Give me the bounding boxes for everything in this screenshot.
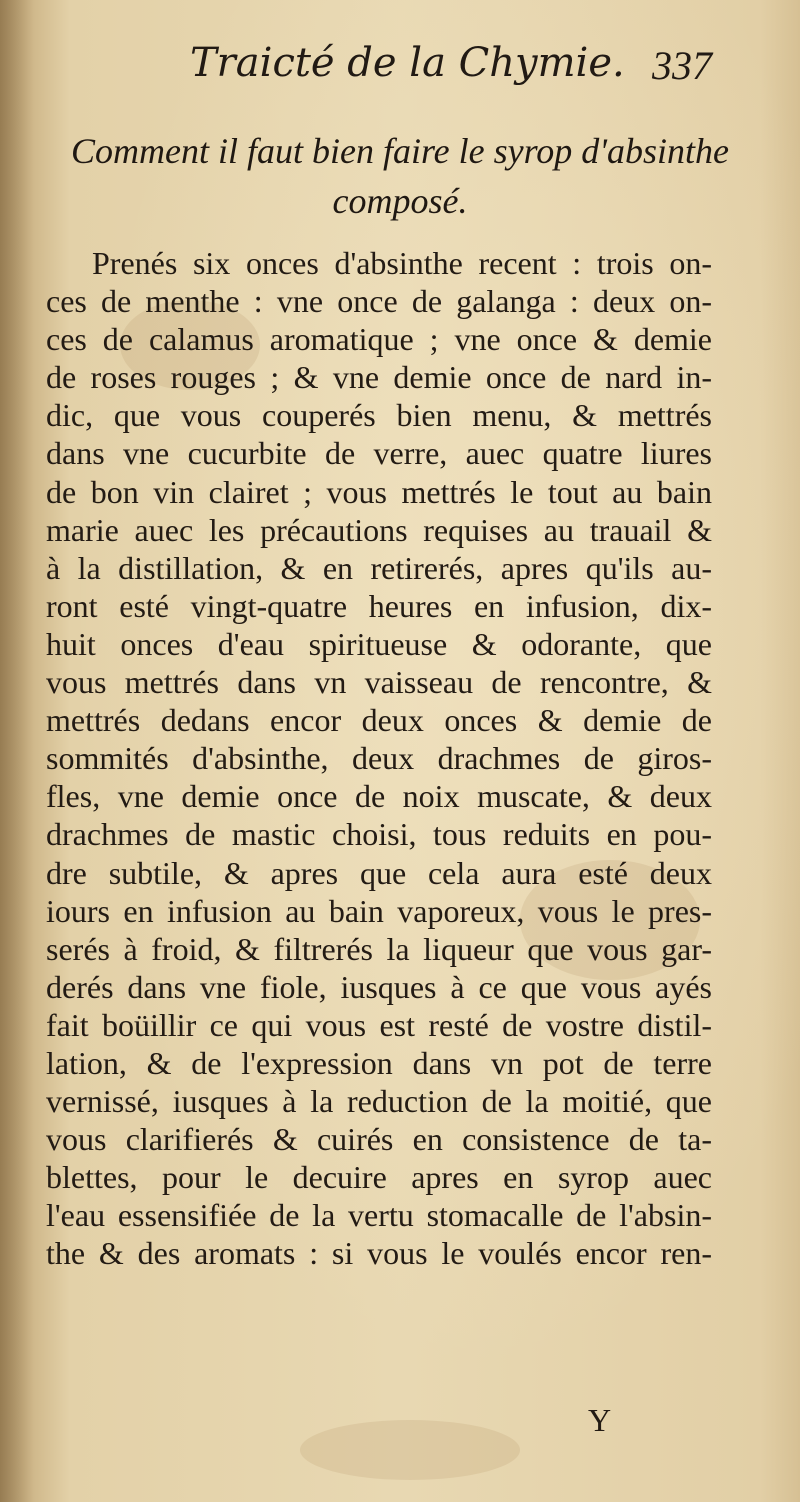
body-text (46, 244, 712, 1273)
gutter-shadow (0, 0, 34, 1502)
page-number: 337 (652, 43, 712, 88)
text-line: serés à froid, & filtrerés la liqueur que vous gar- (46, 930, 712, 967)
text-line: dans vne cucurbite de verre, auec quatre liures (46, 435, 712, 472)
text-line: iours en infusion au bain vaporeux, vous le pres- (46, 892, 712, 929)
text-line: Prenés six onces d'absinthe recent : trois on- (92, 245, 712, 281)
text-line: sommités d'absinthe, deux drachmes de giros- (46, 740, 712, 777)
text-line: l'eau essensifiée de la vertu stomacalle de l'absin- (46, 1197, 712, 1234)
running-head (0, 40, 800, 110)
chapter-title (40, 126, 760, 226)
text-line: lation, & de l'expression dans vn pot de terre (46, 1044, 712, 1081)
text-line: dic, que vous couperés bien menu, & mettrés (46, 397, 712, 434)
text-line: ces de menthe : vne once de galanga : deux on- (46, 283, 712, 320)
text-line: ces de calamus aromatique ; vne once & demie (46, 321, 712, 358)
text-line: de roses rouges ; & vne demie once de nard in- (46, 359, 712, 396)
text-line: mettrés dedans encor deux onces & demie de (46, 702, 712, 739)
text-line: dre subtile, & apres que cela aura esté deux (46, 854, 712, 891)
text-line: marie auec les précautions requises au trauail & (46, 511, 712, 548)
text-line: drachmes de mastic choisi, tous reduits en pou- (46, 816, 712, 853)
text-line: vous mettrés dans vn vaisseau de rencontre, & (46, 664, 712, 701)
text-line: derés dans vne fiole, iusques à ce que vous ayés (46, 968, 712, 1005)
text-line: blettes, pour le decuire apres en syrop auec (46, 1159, 712, 1196)
paper-stain (300, 1420, 520, 1480)
text-line: à la distillation, & en retirerés, apres qu'ils au- (46, 549, 712, 586)
text-line: huit onces d'eau spiritueuse & odorante, que (46, 625, 712, 662)
chapter-title-line-1: Comment il faut bien faire le syrop d'absinthe (71, 131, 729, 171)
text-line: ront esté vingt-quatre heures en infusion, dix- (46, 587, 712, 624)
text-line: fles, vne demie once de noix muscate, & deux (46, 778, 712, 815)
catchword: Y (588, 1402, 612, 1438)
chapter-title-line-2: composé. (332, 181, 468, 221)
text-line: fait boüillir ce qui vous est resté de vostre distil- (46, 1006, 712, 1043)
text-line: de bon vin clairet ; vous mettrés le tout au bain (46, 473, 712, 510)
text-line: the & des aromats : si vous le voulés encor ren- (46, 1235, 712, 1272)
text-line: vous clarifierés & cuirés en consistence de ta- (46, 1121, 712, 1158)
text-line: vernissé, iusques à la reduction de la moitié, que (46, 1083, 712, 1120)
running-head-title: Traicté de la Chymie. (190, 40, 625, 86)
